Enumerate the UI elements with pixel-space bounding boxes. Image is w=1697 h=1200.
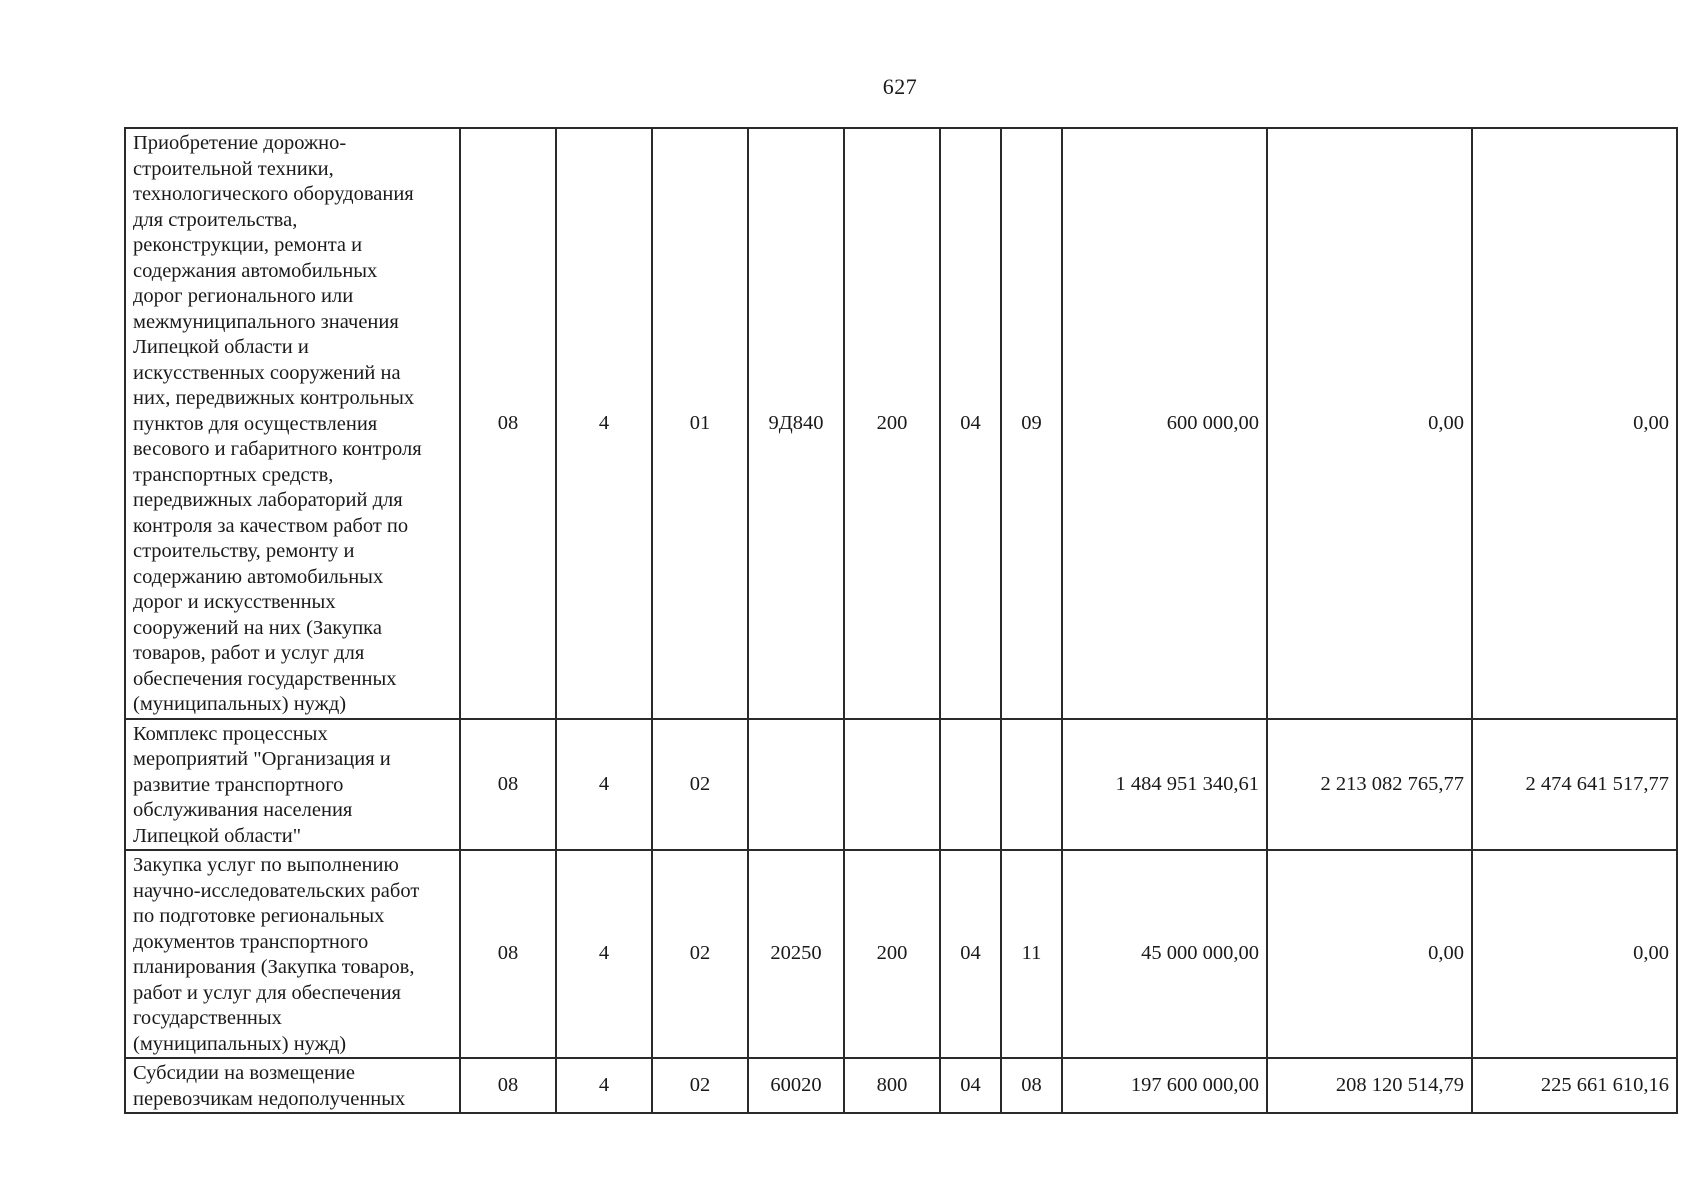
section-code [940,719,1001,851]
budget-table [124,127,1678,1114]
subprogram-code: 4 [556,719,652,851]
program-code: 08 [460,850,556,1058]
row-description: Приобретение дорожно- строительной техники, технологического оборудования для строительства, реконструкции, ремонта и содержания автомобильных дорог регионального или межмуниципального значения Липецкой области и искусственных сооружений на них, передвижных контрольных пунктов для осуществления весового и габаритного контроля транспортных средств, передвижных лабораторий для контроля за качеством работ по строительству, ремонту и содержанию автомобильных дорог и искусственных сооружений на них (Закупка товаров, работ и услуг для обеспечения государственных (муниципальных) нужд) [125,128,460,719]
amount-year-1: 197 600 000,00 [1062,1058,1267,1113]
amount-year-3: 0,00 [1472,128,1677,719]
table-row [125,850,1677,1058]
section-code: 04 [940,1058,1001,1113]
amount-year-3: 225 661 610,16 [1472,1058,1677,1113]
program-code: 08 [460,719,556,851]
section-code: 04 [940,128,1001,719]
main-event-code: 01 [652,128,748,719]
amount-year-1: 45 000 000,00 [1062,850,1267,1058]
amount-year-1: 1 484 951 340,61 [1062,719,1267,851]
direction-code [748,719,844,851]
amount-year-2: 208 120 514,79 [1267,1058,1472,1113]
amount-year-3: 2 474 641 517,77 [1472,719,1677,851]
main-event-code: 02 [652,1058,748,1113]
subsection-code: 09 [1001,128,1062,719]
row-description-cell [125,1058,460,1113]
program-code: 08 [460,128,556,719]
main-event-code: 02 [652,719,748,851]
main-event-code: 02 [652,850,748,1058]
direction-code: 60020 [748,1058,844,1113]
expense-type-code [844,719,940,851]
section-code: 04 [940,850,1001,1058]
direction-code: 20250 [748,850,844,1058]
page-number: 627 [882,74,918,99]
subsection-code [1001,719,1062,851]
amount-year-2: 0,00 [1267,128,1472,719]
subprogram-code: 4 [556,850,652,1058]
table-row [125,128,1677,719]
amount-year-2: 2 213 082 765,77 [1267,719,1472,851]
direction-code: 9Д840 [748,128,844,719]
expense-type-code: 800 [844,1058,940,1113]
subprogram-code: 4 [556,128,652,719]
row-description: Комплекс процессных мероприятий "Организация и развитие транспортного обслуживания населения Липецкой области" [125,719,460,851]
subsection-code: 11 [1001,850,1062,1058]
expense-type-code: 200 [844,850,940,1058]
row-description: Закупка услуг по выполнению научно-исследовательских работ по подготовке региональных документов транспортного планирования (Закупка товаров, работ и услуг для обеспечения государственных (муниципальных) нужд) [125,850,460,1058]
program-code: 08 [460,1058,556,1113]
table-row [125,1058,1677,1113]
expense-type-code: 200 [844,128,940,719]
amount-year-1: 600 000,00 [1062,128,1267,719]
amount-year-2: 0,00 [1267,850,1472,1058]
subprogram-code: 4 [556,1058,652,1113]
subsection-code: 08 [1001,1058,1062,1113]
table-row [125,719,1677,851]
row-description: Субсидии на возмещение перевозчикам недополученных [133,1062,406,1110]
amount-year-3: 0,00 [1472,850,1677,1058]
